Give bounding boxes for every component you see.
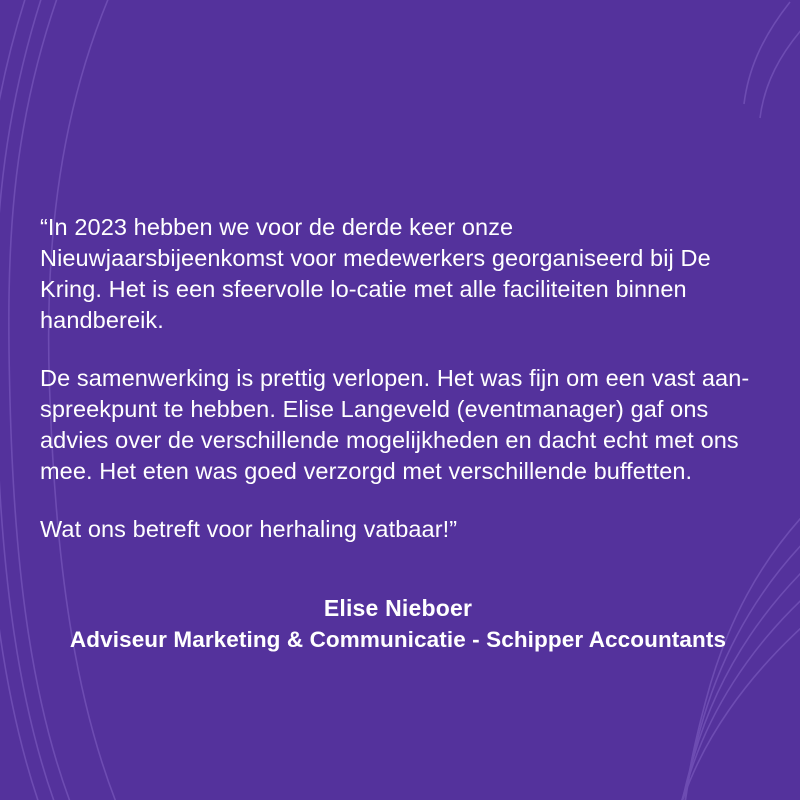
quote-paragraph-3: Wat ons betreft voor herhaling vatbaar!” xyxy=(40,516,458,542)
author-name: Elise Nieboer xyxy=(323,595,473,621)
quote-paragraph-1: “In 2023 hebben we voor de derde keer onze Nieuwjaarsbijeenkomst voor medewerkers georganiseerd bij De Kring. Het is een sfeervolle lo-catie met alle faciliteiten binnen handbereik. xyxy=(40,214,711,333)
attribution xyxy=(40,593,756,655)
author-role: Adviseur Marketing & Communicatie - Schipper Accountants xyxy=(69,627,727,652)
quote-paragraph-2: De samenwerking is prettig verlopen. Het was fijn om een vast aan-spreekpunt te hebben. Elise Langeveld (eventmanager) gaf ons advies over de verschillende mogelijkheden en dacht echt met ons mee. Het eten was goed verzorgd met verschillende buffetten. xyxy=(40,365,750,484)
testimonial-content xyxy=(40,212,756,655)
